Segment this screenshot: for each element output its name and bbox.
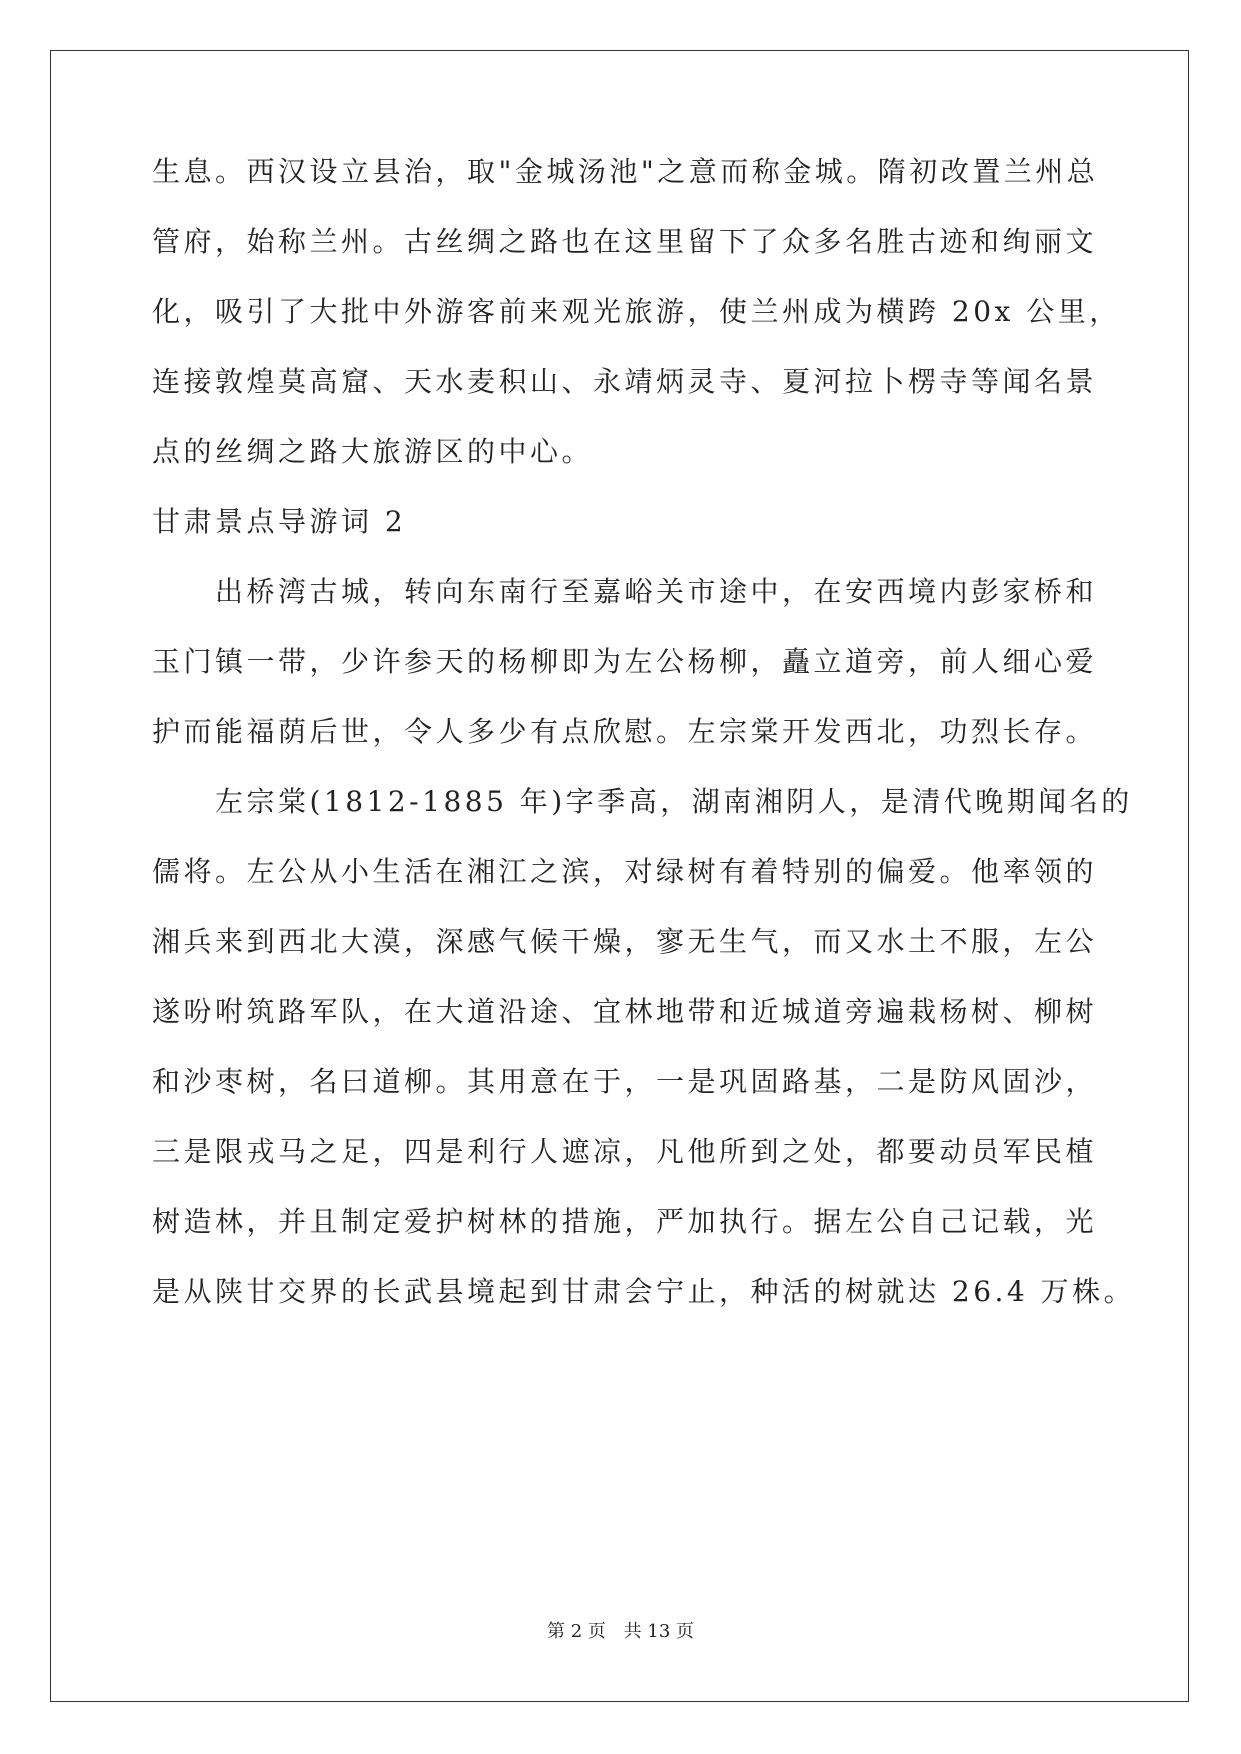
section-heading: 甘肃景点导游词 2: [152, 505, 407, 538]
text-line: 出桥湾古城，转向东南行至嘉峪关市途中，在安西境内彭家桥和: [215, 575, 1098, 608]
text-line: 点的丝绸之路大旅游区的中心。: [152, 435, 594, 468]
page-footer: [0, 1620, 1241, 1644]
text-line: 化，吸引了大批中外游客前来观光旅游，使兰州成为横跨 20x 公里，: [152, 295, 1121, 328]
text-line: 三是限戎马之足，四是利行人遮凉，凡他所到之处，都要动员军民植: [152, 1135, 1098, 1168]
text-line: 树造林，并且制定爱护树林的措施，严加执行。据左公自己记载，光: [152, 1205, 1098, 1238]
text-line: 儒将。左公从小生活在湘江之滨，对绿树有着特别的偏爱。他率领的: [152, 855, 1098, 888]
page-number: 第 2 页: [547, 1621, 606, 1642]
text-line: 生息。西汉设立县治，取"金城汤池"之意而称金城。隋初改置兰州总: [152, 155, 1099, 188]
text-line: 和沙枣树，名曰道柳。其用意在于，一是巩固路基，二是防风固沙，: [152, 1065, 1098, 1098]
text-line: 湘兵来到西北大漠，深感气候干燥，寥无生气，而又水土不服，左公: [152, 925, 1098, 958]
text-line: 左宗棠(1812-1885 年)字季高，湖南湘阴人，是清代晚期闻名的: [215, 785, 1133, 818]
text-line: 管府，始称兰州。古丝绸之路也在这里留下了众多名胜古迹和绚丽文: [152, 225, 1098, 258]
text-line: 连接敦煌莫高窟、天水麦积山、永靖炳灵寺、夏河拉卜楞寺等闻名景: [152, 365, 1098, 398]
text-line: 玉门镇一带，少许参天的杨柳即为左公杨柳，矗立道旁，前人细心爱: [152, 645, 1098, 678]
text-line: 护而能福荫后世，令人多少有点欣慰。左宗棠开发西北，功烈长存。: [152, 715, 1098, 748]
text-line: 遂吩咐筑路军队，在大道沿途、宜林地带和近城道旁遍栽杨树、柳树: [152, 995, 1098, 1028]
page-total: 共 13 页: [623, 1621, 694, 1642]
text-line: 是从陕甘交界的长武县境起到甘肃会宁止，种活的树就达 26.4 万株。: [152, 1275, 1136, 1308]
